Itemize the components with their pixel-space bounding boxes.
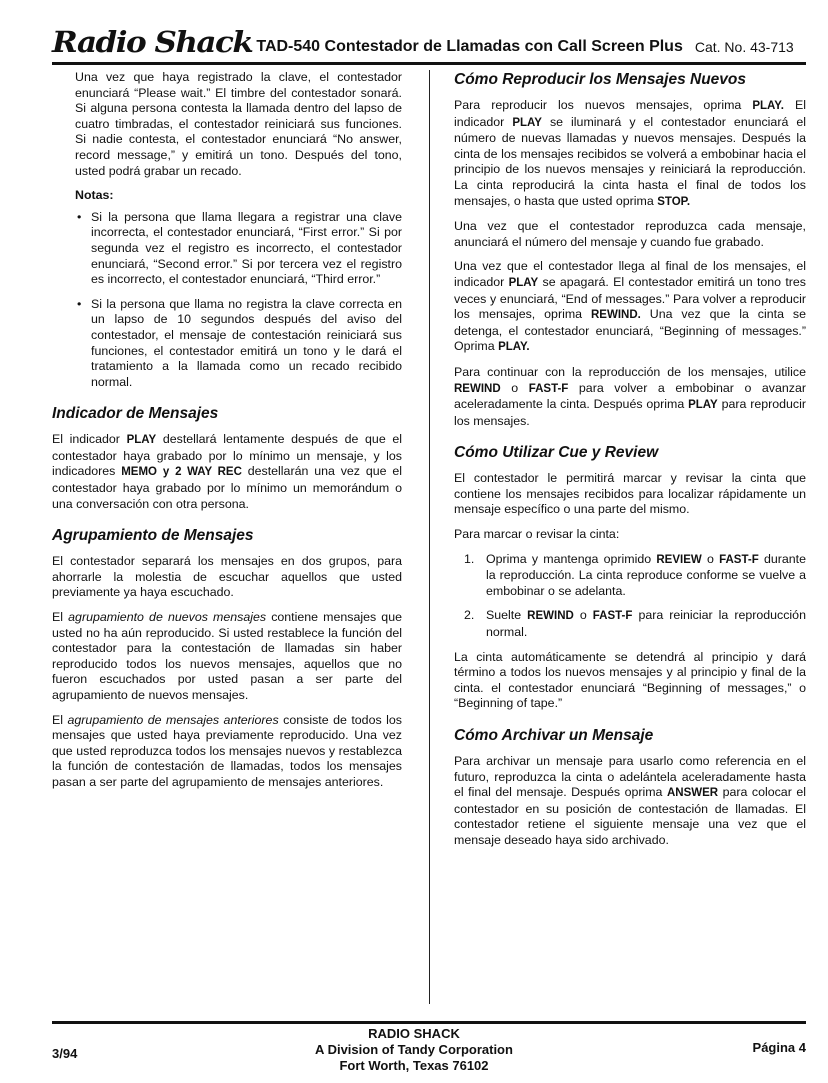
key-rewind: REWIND xyxy=(527,610,574,623)
footer-date: 3/94 xyxy=(52,1046,78,1061)
paragraph-reproducir-2: Una vez que el contestador reproduzca cada mensaje, anunciará el número del mensaje y cuando fue grabado. xyxy=(454,219,806,249)
paragraph-reproducir-1: Para reproducir los nuevos mensajes, oprima PLAY. El indicador PLAY se iluminará y el contestador enunciará el número de nuevas llamadas y nuevos mensajes. Después la cinta de los mensajes recibidos se volverá a embobinar hacia el principio de los nuevos mensajes y reiniciará la reproducción. La cinta reproducirá la cinta hasta el final de todos los mensajes, o hasta que usted oprima STOP. xyxy=(454,98,806,208)
paragraph-agrupamiento-1: El contestador separará los mensajes en dos grupos, para ahorrarle la molestia de escuchar aquellos que usted previamente ya haya escuchado. xyxy=(52,554,402,600)
footer-division: A Division of Tandy Corporation xyxy=(315,1042,513,1057)
footer-city: Fort Worth, Texas 76102 xyxy=(339,1058,489,1073)
key-memo: MEMO xyxy=(121,466,157,479)
document-title: TAD-540 Contestador de Llamadas con Call Screen Plus xyxy=(256,38,683,55)
key-play: PLAY xyxy=(508,276,539,289)
section-heading-archivar: Cómo Archivar un Mensaje xyxy=(454,727,654,744)
steps-list xyxy=(464,552,806,641)
section-heading-reproducir: Cómo Reproducir los Mensajes Nuevos xyxy=(454,71,746,88)
paragraph-indicador: El indicador PLAY destellará lentamente después de que el contestador haya grabado por lo mínimo un mensaje, y los indicadores MEMO y 2 WAY REC destellarán una vez que el contestador haya grabado por lo mínimo un memorándum o una conversación con otra persona. xyxy=(52,432,402,511)
paragraph-archivar: Para archivar un mensaje para usarlo como referencia en el futuro, reproduzca la cinta o adelántela aceleradamente hasta el final del mensaje. Después oprima ANSWER para colocar el contestador en su posición de contestación de llamadas. El contestador retiene el siguiente mensaje una vez que el mensaje deseado haya sido archivado. xyxy=(454,754,806,847)
key-play: PLAY. xyxy=(752,100,784,112)
section-heading-agrupamiento: Agrupamiento de Mensajes xyxy=(52,527,254,545)
key-rewind: REWIND. xyxy=(590,309,641,322)
list-item: • Si la persona que llama no registra la clave correcta en un lapso de 10 segundos después del aviso del contestador, el mensaje de contestación reiniciará sus funciones, el contestador emitirá un tono y le dará el tratamiento a la llamada como un recado recibido normal. xyxy=(75,297,402,391)
key-fast-f: FAST-F xyxy=(719,553,759,566)
list-item: 2. Suelte REWIND o FAST-F para reiniciar la reproducción normal. xyxy=(464,608,806,640)
section-heading-cue-review: Cómo Utilizar Cue y Review xyxy=(454,444,659,462)
notes-heading: Notas: xyxy=(75,188,114,203)
column-divider xyxy=(429,70,430,1004)
section-heading-indicador: Indicador de Mensajes xyxy=(52,405,219,423)
paragraph-cue-3: La cinta automáticamente se detendrá al principio y dará término a todos los nuevos mensajes y al principio y final de la cinta. el contestador enunciará “Beginning of messages,” o “Beginning of tape.” xyxy=(454,649,806,711)
footer-company: RADIO SHACK xyxy=(368,1026,460,1041)
paragraph-reproducir-3: Una vez que el contestador llega al final de los mensajes, el indicador PLAY se apagará. El contestador emitirá un tono tres veces y enunciará, “End of messages.” Para volver a reproducir los mensajes, oprima REWIND. Una vez que la cinta se detenga, el contestador enunciará, “Beginning of messages.” Oprima PLAY. xyxy=(454,259,806,354)
key-play: PLAY xyxy=(512,116,542,129)
key-review: REVIEW xyxy=(656,553,702,566)
catalog-number: Cat. No. 43-713 xyxy=(694,39,794,55)
paragraph-intro: Una vez que haya registrado la clave, el contestador enunciará “Please wait.” El timbre del contestador sonará. Si alguna persona contesta la llamada dentro del lapso de cuatro timbradas, el contestador reiniciará sus funciones. Si nadie contesta, el contestador enunciará “No answer, record message,” y emitirá un tono. Después del tono, usted podrá grabar un recado. xyxy=(75,70,402,178)
page-header xyxy=(52,22,806,65)
page-number: Página 4 xyxy=(752,1040,806,1055)
key-play: PLAY. xyxy=(498,341,530,354)
footer-rule xyxy=(52,1021,806,1024)
list-item: 1. Oprima y mantenga oprimido REVIEW o FAST-F durante la reproducción. La cinta reproduce conforme se vuelve a embobinar o se adelanta. xyxy=(464,551,806,598)
notes-list xyxy=(75,210,402,391)
paragraph-cue-1: El contestador le permitirá marcar y revisar la cinta que contiene los mensajes recibidos para localizar rápidamente un mensaje específico o una parte del mismo. xyxy=(454,471,806,517)
key-stop: STOP. xyxy=(657,195,691,208)
paragraph-cue-2: Para marcar o revisar la cinta: xyxy=(454,527,620,542)
left-column xyxy=(52,70,402,800)
paragraph-reproducir-4: Para continuar con la reproducción de los mensajes, utilice REWIND o FAST-F para volver a embobinar o avanzar aceleradamente la cinta. Después oprima PLAY para reproducir los mensajes. xyxy=(454,364,806,428)
paragraph-agrupamiento-3: El agrupamiento de mensajes anteriores consiste de todos los mensajes que usted haya previamente reproducido. Una vez que usted reproduzca todos los mensajes nuevos y restablezca la función de contestación de llamadas, todos los mensajes pasan a ser parte del agrupamiento de mensajes anteriores. xyxy=(52,712,402,789)
right-column xyxy=(454,70,806,858)
key-fast-f: FAST-F xyxy=(528,382,569,395)
key-2way-rec: 2 WAY REC xyxy=(175,466,242,479)
key-rewind: REWIND xyxy=(454,382,501,395)
list-item: • Si la persona que llama llegara a registrar una clave incorrecta, el contestador enunciará, “First error.” Si por segunda vez el registro es incorrecto, el contestador enunciará, “Second error.” Si por tercera vez el registro es incorrecto, el contestador enunciará, “Third error.” xyxy=(75,210,402,288)
paragraph-agrupamiento-2: El agrupamiento de nuevos mensajes contiene mensajes que usted no ha aún reproducido. Si usted restablece la función del contestador para la contestación de llamadas sin haber reproducido todos los nuevos mensajes, aquellos que no fueron escuchados por usted pasan a ser parte del agrupamiento de nuevos mensajes. xyxy=(52,610,402,702)
footer-publisher xyxy=(0,1026,828,1074)
key-fast-f: FAST-F xyxy=(592,610,633,623)
key-play: PLAY xyxy=(126,434,157,447)
key-play: PLAY xyxy=(688,399,718,412)
radio-shack-logo: Radio Shack xyxy=(52,26,253,60)
key-answer: ANSWER xyxy=(666,787,719,800)
